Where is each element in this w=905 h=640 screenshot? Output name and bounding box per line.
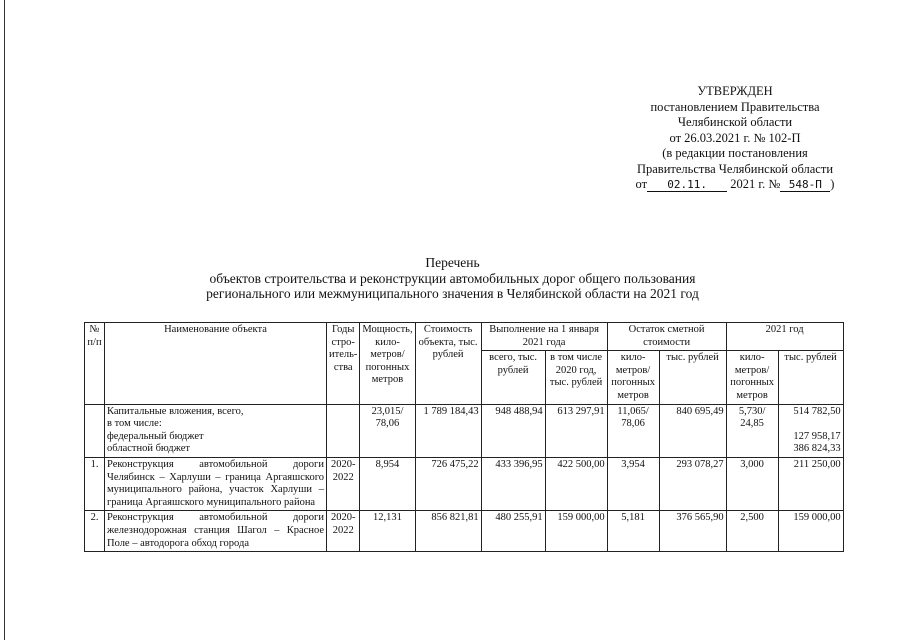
col-header-2021-km: кило-метров/ погонных метров bbox=[726, 351, 778, 404]
federal-label: федеральный бюджет bbox=[107, 430, 204, 442]
cell-2021-rub: 211 250,00 bbox=[778, 457, 843, 510]
cell-capacity: 8,954 bbox=[360, 457, 415, 510]
approval-line: Правительства Челябинской области bbox=[636, 161, 834, 176]
total-sublabel: в том числе: bbox=[107, 418, 162, 430]
total-label: Капитальные вложения, всего, bbox=[107, 405, 244, 417]
col-header-done-total: всего, тыс. рублей bbox=[481, 351, 545, 404]
cell-years: 2020-2022 bbox=[327, 511, 360, 552]
col-header-2021-group: 2021 год bbox=[726, 323, 843, 351]
cell-done-total: 480 255,91 bbox=[481, 511, 545, 552]
col-header-done-group: Выполнение на 1 января 2021 года bbox=[481, 323, 607, 351]
cell-num: 2. bbox=[85, 511, 105, 552]
cell-rest-km: 5,181 bbox=[607, 511, 659, 552]
col-header-name: Наименование объекта bbox=[105, 323, 327, 405]
approval-line: (в редакции постановления bbox=[662, 146, 808, 160]
cell-done-total: 948 488,94 bbox=[481, 404, 545, 457]
cell-rest-km: 3,954 bbox=[607, 457, 659, 510]
objects-table bbox=[84, 322, 844, 552]
cell-capacity: 23,015/ 78,06 bbox=[360, 404, 415, 457]
cell-capacity: 12,131 bbox=[360, 511, 415, 552]
col-header-capacity: Мощность, кило-метров/ погонных метров bbox=[360, 323, 415, 405]
heading-line: регионального или межмуниципального значения в Челябинской области на 2021 год bbox=[206, 286, 699, 301]
cell-name: Реконструкция автомобильной дороги Челябинск – Харлуши – граница Аргаяшского муниципального района, участок Харлуши – граница Аргаяшского муниципального района bbox=[105, 457, 327, 510]
cell-rest-km: 11,065/ 78,06 bbox=[607, 404, 659, 457]
cell-rest-rub: 376 565,90 bbox=[659, 511, 726, 552]
col-header-num: № п/п bbox=[85, 323, 105, 405]
col-header-cost: Стоимость объекта, тыс. рублей bbox=[415, 323, 481, 405]
col-header-rest-rub: тыс. рублей bbox=[659, 351, 726, 404]
cell-name bbox=[105, 404, 327, 457]
cell-years: 2020-2022 bbox=[327, 457, 360, 510]
approval-stamp bbox=[600, 84, 870, 193]
approval-number: 548-П bbox=[780, 179, 830, 192]
cell-2021-km: 2,500 bbox=[726, 511, 778, 552]
table-row bbox=[85, 511, 844, 552]
total-2021-value: 514 782,50 bbox=[793, 405, 841, 417]
cell-done-2020: 613 297,91 bbox=[545, 404, 607, 457]
approval-year-label: 2021 г. № bbox=[730, 177, 781, 191]
cell-done-2020: 422 500,00 bbox=[545, 457, 607, 510]
cell-2021-km: 3,000 bbox=[726, 457, 778, 510]
cell-name: Реконструкция автомобильной дороги железнодорожная станция Шагол – Красное Поле – автодорога обход города bbox=[105, 511, 327, 552]
approval-line: постановлением Правительства bbox=[650, 99, 820, 114]
table-header-row bbox=[85, 323, 844, 351]
cell-cost: 856 821,81 bbox=[415, 511, 481, 552]
cell-years bbox=[327, 404, 360, 457]
cell-rest-rub: 293 078,27 bbox=[659, 457, 726, 510]
cell-2021-rub bbox=[778, 404, 843, 457]
cell-cost: 726 475,22 bbox=[415, 457, 481, 510]
col-header-rest-km: кило-метров/ погонных метров bbox=[607, 351, 659, 404]
col-header-done-2020: в том числе 2020 год, тыс. рублей bbox=[545, 351, 607, 404]
cell-2021-km: 5,730/ 24,85 bbox=[726, 404, 778, 457]
col-header-rest-group: Остаток сметной стоимости bbox=[607, 323, 726, 351]
col-header-years: Годы стро-итель-ства bbox=[327, 323, 360, 405]
cell-done-2020: 159 000,00 bbox=[545, 511, 607, 552]
approval-title: УТВЕРЖДЕН bbox=[697, 84, 773, 98]
approval-close: ) bbox=[830, 177, 835, 191]
cell-num: 1. bbox=[85, 457, 105, 510]
approval-line-date bbox=[600, 177, 870, 193]
regional-label: областной бюджет bbox=[107, 443, 190, 455]
regional-2021-value: 386 824,33 bbox=[793, 443, 841, 455]
cell-cost: 1 789 184,43 bbox=[415, 404, 481, 457]
cell-num bbox=[85, 404, 105, 457]
heading-title: Перечень bbox=[425, 255, 480, 270]
col-header-2021-rub: тыс. рублей bbox=[778, 351, 843, 404]
federal-2021-value: 127 958,17 bbox=[793, 430, 841, 442]
document-heading bbox=[80, 255, 825, 302]
approval-line: Челябинской области bbox=[677, 115, 793, 129]
table-row-total bbox=[85, 404, 844, 457]
approval-from-label: от bbox=[635, 177, 648, 191]
approval-line: от 26.03.2021 г. № 102-П bbox=[669, 130, 801, 145]
approval-date: 02.11. bbox=[647, 179, 727, 192]
page-left-edge bbox=[4, 0, 5, 640]
heading-line: объектов строительства и реконструкции автомобильных дорог общего пользования bbox=[209, 270, 696, 286]
table-row bbox=[85, 457, 844, 510]
cell-done-total: 433 396,95 bbox=[481, 457, 545, 510]
cell-rest-rub: 840 695,49 bbox=[659, 404, 726, 457]
cell-2021-rub: 159 000,00 bbox=[778, 511, 843, 552]
